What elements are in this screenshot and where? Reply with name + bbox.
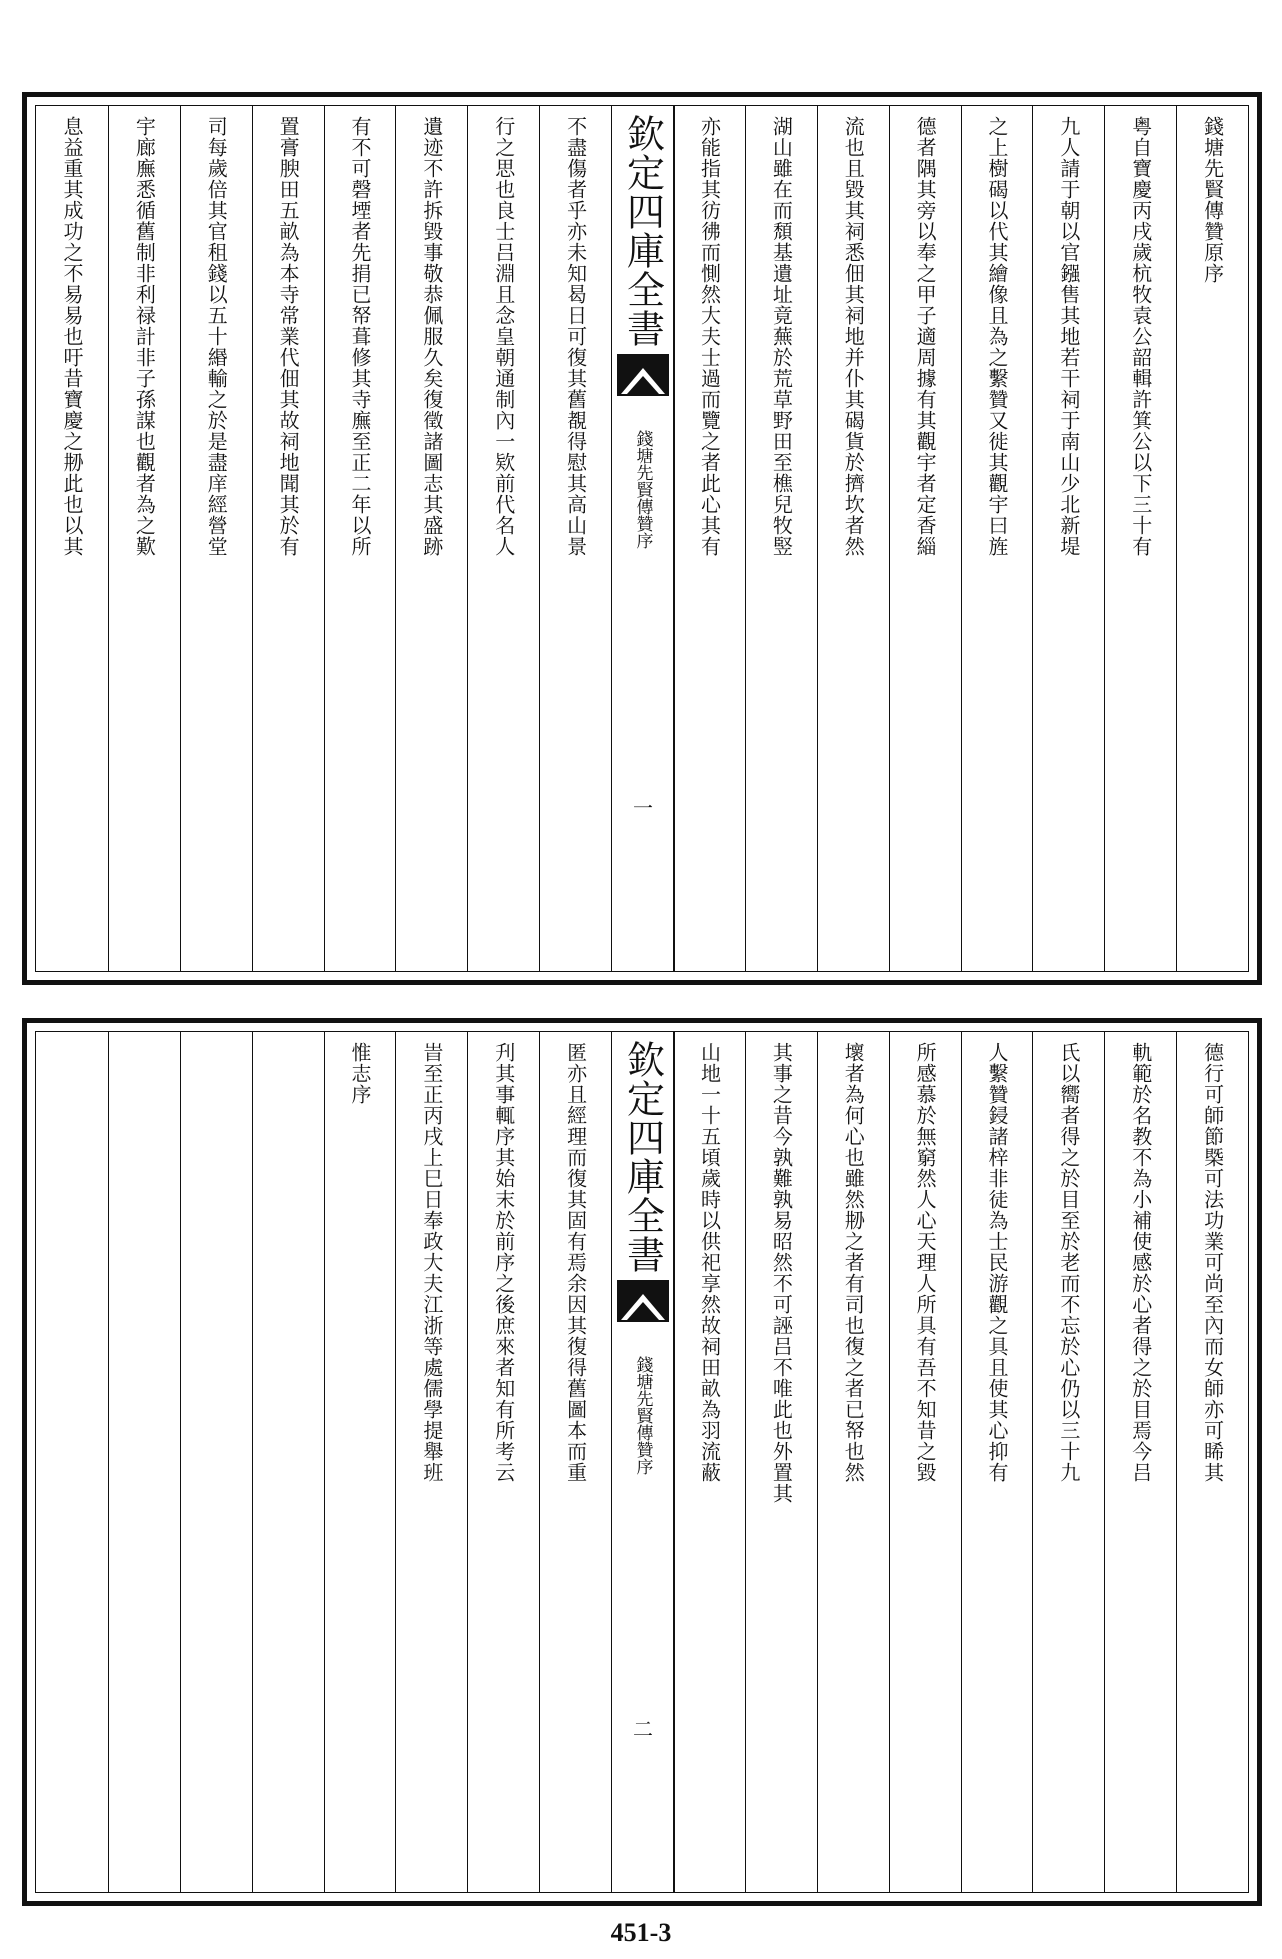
top-right-column-3 xyxy=(1032,106,1104,971)
top-left-column-3 xyxy=(395,106,467,971)
top-right-column-4 xyxy=(961,106,1033,971)
fish-tail-mark-icon xyxy=(617,354,669,396)
bottom-left-column-3 xyxy=(395,1032,467,1892)
top-left-column-text: 司每歲倍其官租錢以五十緡輸之於是盡庠經營堂 xyxy=(204,116,229,557)
top-left-column-8 xyxy=(36,106,108,971)
bottom-right-column-5 xyxy=(889,1032,961,1892)
bottom-half-page xyxy=(22,1018,1262,1906)
gutter-page-number: 一 xyxy=(633,796,653,820)
gutter-page-number: 二 xyxy=(633,1717,653,1741)
bottom-center-gutter xyxy=(611,1032,675,1892)
bottom-right-column-text: 其事之昔今孰難孰易昭然不可誣吕不唯此也外置其 xyxy=(769,1042,794,1504)
bottom-right-column-1 xyxy=(1176,1032,1248,1892)
bottom-right-column-2 xyxy=(1104,1032,1176,1892)
top-left-column-text: 置膏腴田五畝為本寺常業代佃其故祠地聞其於有 xyxy=(276,116,301,557)
top-left-column-text: 行之思也良士吕淵且念皇朝通制內一欵前代名人 xyxy=(491,116,516,557)
top-center-gutter xyxy=(611,106,675,971)
bottom-right-column-8 xyxy=(673,1032,745,1892)
gutter-page-title: 錢塘先賢傳贊序 xyxy=(632,1356,653,1475)
fish-tail-mark-icon xyxy=(617,1280,669,1322)
top-left-column-text: 遺迹不許拆毀事敬恭佩服久矣復徵諸圖志其盛跡 xyxy=(419,116,444,557)
top-right-column-5 xyxy=(889,106,961,971)
bottom-text-frame xyxy=(35,1031,1249,1893)
bottom-left-column-6 xyxy=(180,1032,252,1892)
top-right-column-text: 錢塘先賢傳贊原序 xyxy=(1200,116,1225,284)
bottom-right-column-text: 軌範於名教不為小補使感於心者得之於目焉今吕 xyxy=(1128,1042,1153,1483)
bottom-left-column-8 xyxy=(36,1032,108,1892)
top-right-column-text: 流也且毀其祠悉佃其祠地并仆其碣貨於擠坎者然 xyxy=(841,116,866,557)
top-left-column-text: 息益重其成功之不易易也吁昔寶慶之刱此也以其 xyxy=(59,116,84,557)
bottom-right-column-text: 氏以嚮者得之於目至於老而不忘於心仍以三十九 xyxy=(1056,1042,1081,1483)
bottom-right-column-text: 所感慕於無窮然人心天理人所具有吾不知昔之毀 xyxy=(913,1042,938,1483)
top-right-column-text: 亦能指其彷彿而惻然大夫士過而覽之者此心其有 xyxy=(697,116,722,557)
bottom-left-column-text: 旹至正丙戌上巳日奉政大夫江浙等處儒學提舉班 xyxy=(419,1042,444,1483)
footer-page-number: 451-3 xyxy=(610,1918,672,1947)
bottom-right-column-text: 德行可師節槩可法功業可尚至內而女師亦可睎其 xyxy=(1200,1042,1225,1483)
top-right-column-1 xyxy=(1176,106,1248,971)
top-left-column-6 xyxy=(180,106,252,971)
top-right-column-6 xyxy=(817,106,889,971)
top-left-column-text: 宇廊廡悉循舊制非利禄計非子孫謀也觀者為之歎 xyxy=(132,116,157,557)
bottom-right-column-3 xyxy=(1032,1032,1104,1892)
top-right-column-text: 之上樹碣以代其繪像且為之繫贊又徙其觀宇曰旌 xyxy=(984,116,1009,557)
top-right-column-7 xyxy=(745,106,817,971)
top-left-column-2 xyxy=(467,106,539,971)
top-text-frame xyxy=(35,105,1249,972)
bottom-left-column-2 xyxy=(467,1032,539,1892)
bottom-left-column-5 xyxy=(252,1032,324,1892)
top-half-page xyxy=(22,92,1262,985)
bottom-left-column-text: 匿亦且經理而復其固有焉余因其復得舊圖本而重 xyxy=(563,1042,588,1483)
bottom-left-column-1 xyxy=(539,1032,611,1892)
bottom-right-column-text: 人繫贊鋟諸梓非徒為士民游觀之具且使其心抑有 xyxy=(984,1042,1009,1483)
bottom-left-column-4 xyxy=(324,1032,396,1892)
gutter-page-title: 錢塘先賢傳贊序 xyxy=(632,430,653,549)
bottom-left-column-text: 刋其事輒序其始末於前序之後庶來者知有所考云 xyxy=(491,1042,516,1483)
top-left-column-4 xyxy=(324,106,396,971)
bottom-left-column-text: 惟志序 xyxy=(347,1042,372,1105)
top-right-column-text: 粤自寶慶丙戌歲杭牧袁公韶輯許箕公以下三十有 xyxy=(1128,116,1153,557)
top-right-column-8 xyxy=(673,106,745,971)
bottom-right-column-7 xyxy=(745,1032,817,1892)
top-left-column-text: 不盡傷者乎亦未知曷日可復其舊覩得慰其高山景 xyxy=(563,116,588,557)
top-right-column-2 xyxy=(1104,106,1176,971)
top-right-column-text: 湖山雖在而頹基遺址竟蕪於荒草野田至樵兒牧竪 xyxy=(769,116,794,557)
top-left-column-1 xyxy=(539,106,611,971)
catalog-label: 欽定四庫全書 xyxy=(620,114,665,348)
top-left-column-5 xyxy=(252,106,324,971)
top-right-column-text: 九人請于朝以官鏹售其地若干祠于南山少北新堤 xyxy=(1056,116,1081,557)
catalog-label: 欽定四庫全書 xyxy=(620,1040,665,1274)
bottom-right-column-6 xyxy=(817,1032,889,1892)
bottom-right-column-text: 壞者為何心也雖然刱之者有司也復之者已帑也然 xyxy=(841,1042,866,1483)
top-left-column-text: 有不可磬堙者先捐已帑葺修其寺廡至正二年以所 xyxy=(347,116,372,557)
top-left-column-7 xyxy=(108,106,180,971)
bottom-left-column-7 xyxy=(108,1032,180,1892)
top-right-column-text: 德者隅其旁以奉之甲子適周據有其觀宇者定香緇 xyxy=(913,116,938,557)
bottom-right-column-text: 山地一十五頃歲時以供祀享然故祠田畝為羽流蔽 xyxy=(697,1042,722,1483)
bottom-right-column-4 xyxy=(961,1032,1033,1892)
